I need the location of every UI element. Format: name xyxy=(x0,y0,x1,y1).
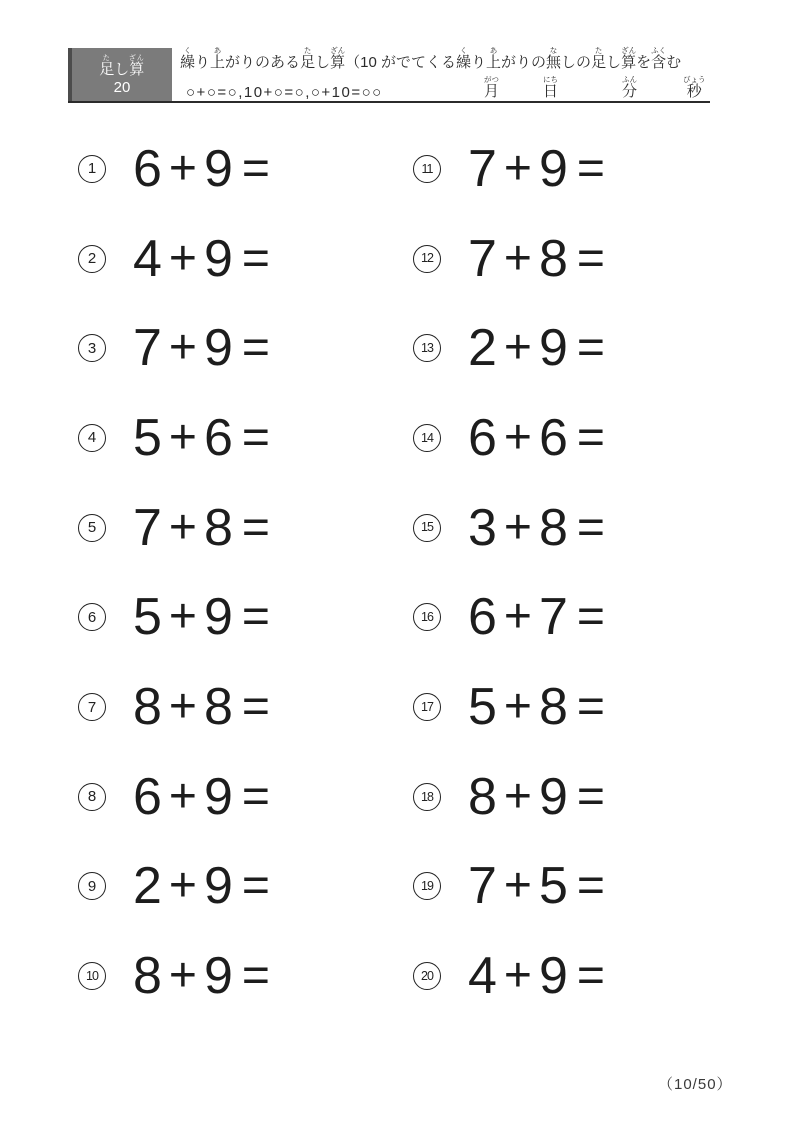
problem-row xyxy=(78,393,400,483)
equals-sign: = xyxy=(241,410,270,464)
problem-expression xyxy=(133,229,270,288)
problem-row xyxy=(413,842,735,932)
equals-sign: = xyxy=(241,321,270,375)
plus-operator: + xyxy=(168,141,197,195)
plus-operator: + xyxy=(503,769,532,823)
equals-sign: = xyxy=(241,141,270,195)
plus-operator: + xyxy=(168,680,197,734)
addend-2: 8 xyxy=(538,678,568,737)
problem-expression xyxy=(133,767,270,826)
plus-operator: + xyxy=(503,410,532,464)
worksheet-type-badge xyxy=(68,48,172,102)
addend-1: 7 xyxy=(468,229,497,288)
addend-1: 6 xyxy=(133,767,162,826)
worksheet-title: 繰くり上あがりのある足たし算ざん（10 がでてくる繰くり上あがりの無なしの足たし算ざんを含ふくむ xyxy=(180,46,682,71)
addend-1: 2 xyxy=(468,319,497,378)
plus-operator: + xyxy=(168,231,197,285)
problem-expression xyxy=(133,947,270,1006)
addend-2: 8 xyxy=(203,678,233,737)
addend-1: 6 xyxy=(133,139,162,198)
addend-1: 4 xyxy=(468,947,497,1006)
problem-number-badge: 9 xyxy=(78,872,106,900)
equals-sign: = xyxy=(241,769,270,823)
addend-1: 7 xyxy=(468,139,497,198)
problems-column-left xyxy=(78,124,400,1021)
addend-1: 7 xyxy=(133,498,162,557)
problem-number-badge: 19 xyxy=(413,872,441,900)
header-divider xyxy=(68,101,710,103)
addend-2: 9 xyxy=(538,319,568,378)
equals-sign: = xyxy=(576,231,605,285)
equals-sign: = xyxy=(576,500,605,554)
problems-column-right xyxy=(413,124,735,1021)
addend-2: 9 xyxy=(538,947,568,1006)
addend-2: 9 xyxy=(538,767,568,826)
plus-operator: + xyxy=(503,590,532,644)
problem-expression xyxy=(133,678,270,737)
problem-expression xyxy=(468,857,605,916)
addend-2: 8 xyxy=(538,229,568,288)
plus-operator: + xyxy=(168,500,197,554)
date-field-seconds: 秒びょう xyxy=(683,75,706,100)
plus-operator: + xyxy=(168,590,197,644)
addend-1: 2 xyxy=(133,857,162,916)
addend-1: 7 xyxy=(133,319,162,378)
equals-sign: = xyxy=(576,859,605,913)
problem-expression xyxy=(468,947,605,1006)
addend-2: 5 xyxy=(538,857,568,916)
addend-2: 9 xyxy=(203,857,233,916)
page-indicator: （10/50） xyxy=(658,1076,733,1093)
addend-1: 6 xyxy=(468,408,497,467)
equals-sign: = xyxy=(576,141,605,195)
plus-operator: + xyxy=(503,859,532,913)
problem-expression xyxy=(468,678,605,737)
problem-row xyxy=(413,752,735,842)
plus-operator: + xyxy=(168,321,197,375)
equals-sign: = xyxy=(576,949,605,1003)
problem-row xyxy=(78,573,400,663)
addend-1: 8 xyxy=(468,767,497,826)
addend-2: 7 xyxy=(538,588,568,647)
addend-2: 9 xyxy=(203,947,233,1006)
problem-expression xyxy=(468,588,605,647)
problem-expression xyxy=(133,498,270,557)
plus-operator: + xyxy=(503,231,532,285)
plus-operator: + xyxy=(503,949,532,1003)
problem-row xyxy=(78,662,400,752)
problem-number-badge: 12 xyxy=(413,245,441,273)
problem-number-badge: 13 xyxy=(413,334,441,362)
problem-row xyxy=(413,931,735,1021)
problem-row xyxy=(78,931,400,1021)
badge-count: 20 xyxy=(113,79,131,96)
addend-1: 7 xyxy=(468,857,497,916)
addend-2: 9 xyxy=(203,588,233,647)
problem-number-badge: 5 xyxy=(78,514,106,542)
plus-operator: + xyxy=(168,410,197,464)
problem-row xyxy=(413,393,735,483)
plus-operator: + xyxy=(503,321,532,375)
equals-sign: = xyxy=(241,231,270,285)
plus-operator: + xyxy=(168,949,197,1003)
equals-sign: = xyxy=(241,590,270,644)
equals-sign: = xyxy=(241,680,270,734)
addend-1: 4 xyxy=(133,229,162,288)
addend-2: 9 xyxy=(538,139,568,198)
date-field-day: 日にち xyxy=(543,75,559,100)
addend-2: 9 xyxy=(203,767,233,826)
problem-number-badge: 3 xyxy=(78,334,106,362)
date-field-month: 月がつ xyxy=(484,75,500,100)
problem-row xyxy=(413,124,735,214)
equals-sign: = xyxy=(241,859,270,913)
problem-row xyxy=(78,124,400,214)
addend-1: 8 xyxy=(133,678,162,737)
problem-number-badge: 16 xyxy=(413,603,441,631)
formula-pattern: ○+○=○,10+○=○,○+10=○○ xyxy=(186,84,383,101)
problem-expression xyxy=(468,498,605,557)
plus-operator: + xyxy=(503,500,532,554)
problem-expression xyxy=(468,319,605,378)
plus-operator: + xyxy=(168,859,197,913)
addend-1: 3 xyxy=(468,498,497,557)
problem-row xyxy=(78,752,400,842)
badge-title: 足たし算ざん xyxy=(99,55,145,78)
problem-expression xyxy=(468,229,605,288)
addend-2: 8 xyxy=(203,498,233,557)
problem-number-badge: 17 xyxy=(413,693,441,721)
problem-row xyxy=(413,662,735,752)
problem-number-badge: 18 xyxy=(413,783,441,811)
problem-expression xyxy=(468,767,605,826)
problem-number-badge: 20 xyxy=(413,962,441,990)
problem-expression xyxy=(133,588,270,647)
problem-number-badge: 4 xyxy=(78,424,106,452)
problem-row xyxy=(413,303,735,393)
addend-2: 8 xyxy=(538,498,568,557)
equals-sign: = xyxy=(241,500,270,554)
problem-row xyxy=(78,483,400,573)
date-field-minutes: 分ふん xyxy=(622,75,638,100)
equals-sign: = xyxy=(241,949,270,1003)
equals-sign: = xyxy=(576,321,605,375)
problem-expression xyxy=(133,857,270,916)
addend-1: 5 xyxy=(468,678,497,737)
addend-2: 6 xyxy=(538,408,568,467)
problem-expression xyxy=(468,408,605,467)
addend-2: 9 xyxy=(203,319,233,378)
problem-row xyxy=(78,214,400,304)
problem-number-badge: 11 xyxy=(413,155,441,183)
plus-operator: + xyxy=(168,769,197,823)
problem-expression xyxy=(133,319,270,378)
problem-number-badge: 14 xyxy=(413,424,441,452)
problem-row xyxy=(413,214,735,304)
equals-sign: = xyxy=(576,680,605,734)
problem-number-badge: 8 xyxy=(78,783,106,811)
addend-1: 5 xyxy=(133,408,162,467)
equals-sign: = xyxy=(576,410,605,464)
problem-number-badge: 15 xyxy=(413,514,441,542)
addend-2: 9 xyxy=(203,229,233,288)
problem-number-badge: 7 xyxy=(78,693,106,721)
addend-1: 5 xyxy=(133,588,162,647)
addend-2: 9 xyxy=(203,139,233,198)
problem-number-badge: 1 xyxy=(78,155,106,183)
equals-sign: = xyxy=(576,769,605,823)
problem-expression xyxy=(468,139,605,198)
problem-row xyxy=(413,483,735,573)
problem-expression xyxy=(133,139,270,198)
addend-2: 6 xyxy=(203,408,233,467)
problem-row xyxy=(78,303,400,393)
problem-number-badge: 10 xyxy=(78,962,106,990)
problem-number-badge: 2 xyxy=(78,245,106,273)
plus-operator: + xyxy=(503,680,532,734)
equals-sign: = xyxy=(576,590,605,644)
problem-expression xyxy=(133,408,270,467)
problem-row xyxy=(78,842,400,932)
plus-operator: + xyxy=(503,141,532,195)
addend-1: 8 xyxy=(133,947,162,1006)
problem-number-badge: 6 xyxy=(78,603,106,631)
problem-row xyxy=(413,573,735,663)
addend-1: 6 xyxy=(468,588,497,647)
